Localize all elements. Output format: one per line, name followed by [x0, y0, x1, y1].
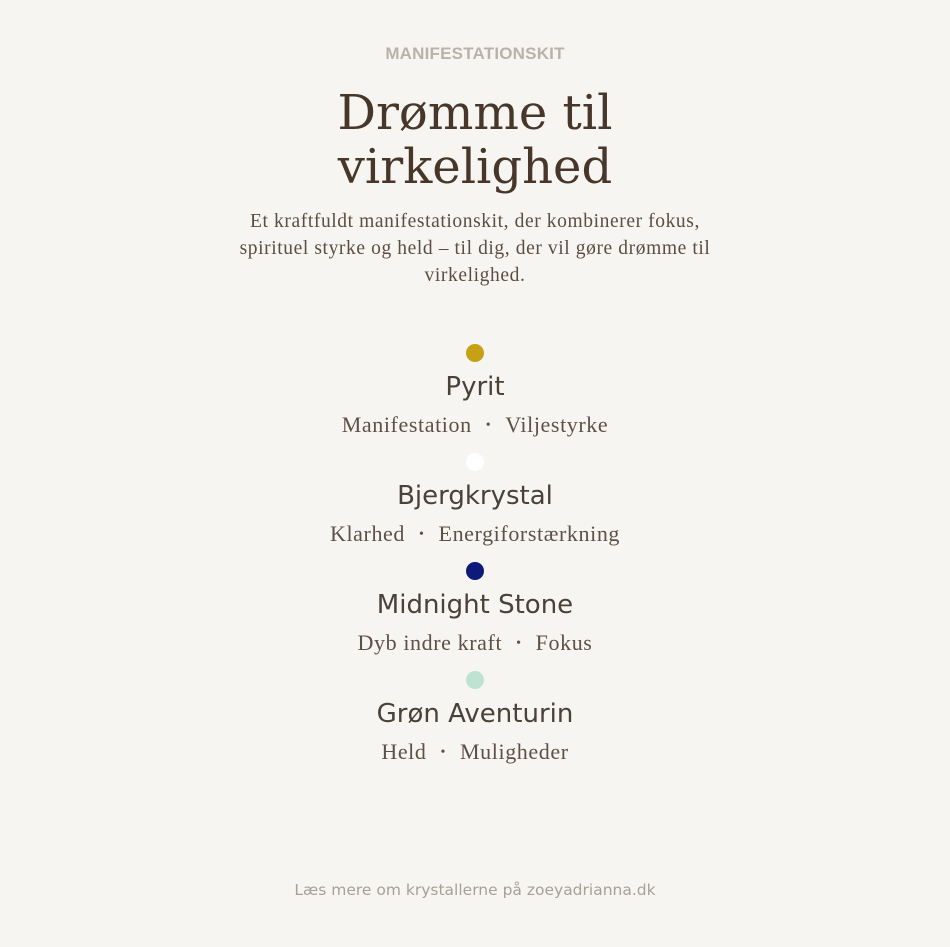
crystal-properties	[0, 520, 950, 549]
crystal-property: Klarhed	[329, 521, 406, 546]
crystal-property: Dyb indre kraft	[357, 630, 503, 655]
bjergkrystal-color-dot	[466, 453, 484, 471]
eyebrow-label: MANIFESTATIONSKIT	[385, 44, 565, 63]
crystal-name: Pyrit	[445, 372, 505, 402]
midnight-stone-color-dot	[466, 562, 484, 580]
pyrit-color-dot	[466, 344, 484, 362]
crystal-name: Bjergkrystal	[397, 481, 553, 511]
page-title	[0, 86, 950, 194]
crystal-properties	[0, 738, 950, 767]
footer-link-text: Læs mere om krystallerne på zoeyadrianna.dk	[294, 881, 656, 899]
separator-dot: •	[419, 527, 425, 542]
crystal-name: Midnight Stone	[376, 590, 574, 620]
gron-aventurin-color-dot	[466, 671, 484, 689]
title-line-2: virkelighed	[337, 139, 613, 195]
separator-dot: •	[440, 745, 447, 760]
crystal-property: Viljestyrke	[505, 412, 609, 437]
crystal-property: Energiforstærkning	[438, 521, 621, 546]
crystal-property: Manifestation	[341, 412, 472, 437]
crystal-property: Muligheder	[460, 739, 569, 764]
crystal-name: Grøn Aventurin	[376, 699, 574, 729]
separator-dot: •	[485, 418, 492, 433]
separator-dot: •	[516, 636, 522, 651]
title-line-1: Drømme til	[337, 85, 613, 141]
crystal-properties	[0, 411, 950, 440]
intro-text: Et kraftfuldt manifestationskit, der kombinerer fokus, spirituel styrke og held – til dig, der vil gøre drømme til virkelighed.	[239, 211, 711, 286]
crystal-property: Held	[381, 739, 427, 764]
crystal-properties	[0, 629, 950, 658]
crystal-property: Fokus	[535, 630, 593, 655]
